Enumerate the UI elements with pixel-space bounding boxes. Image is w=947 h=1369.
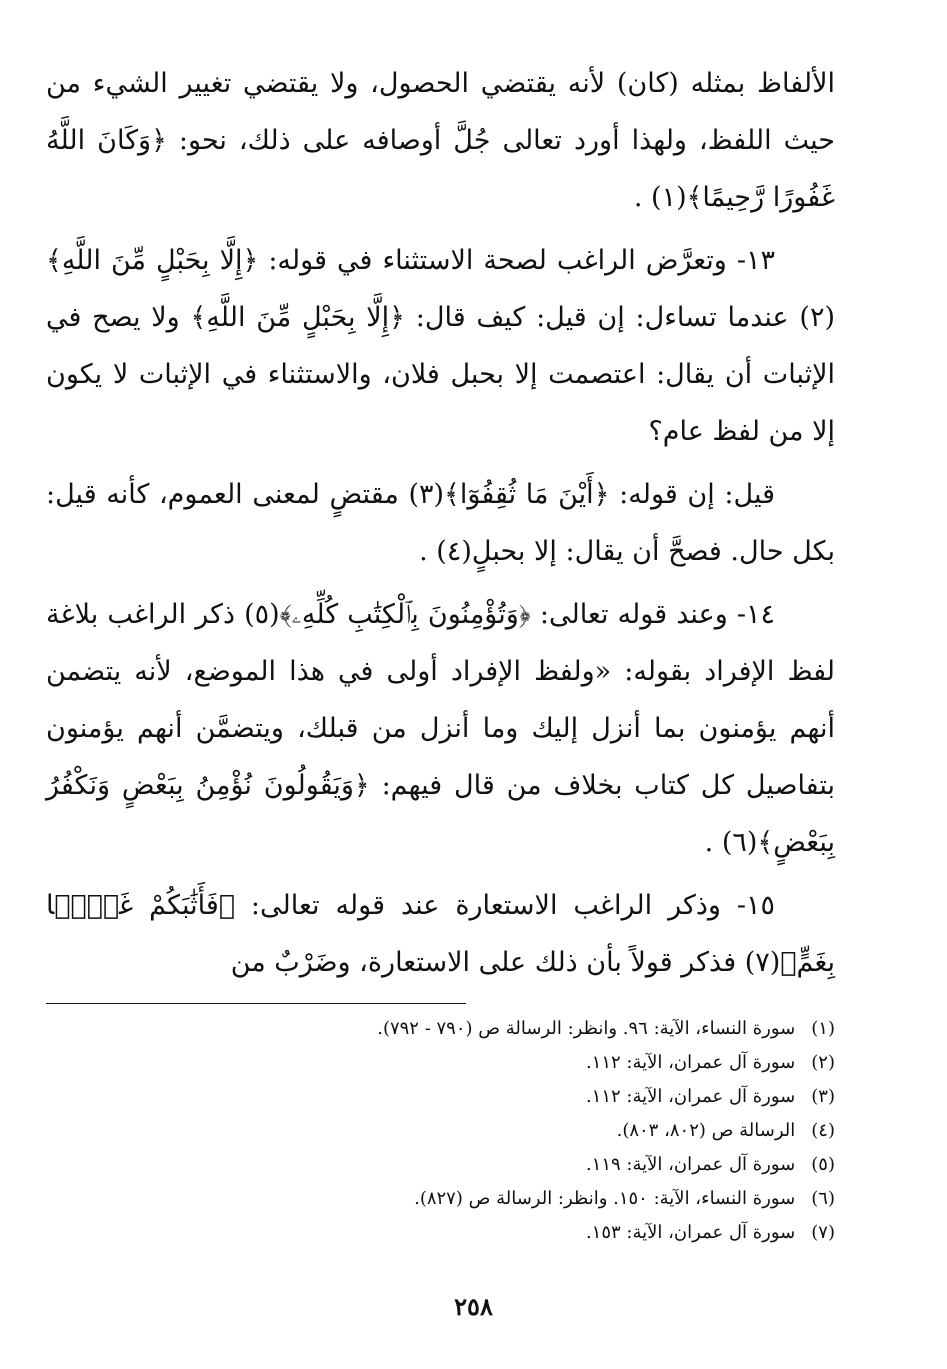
footnote-5	[46, 1148, 835, 1182]
footnote-number: (٧)	[811, 1222, 835, 1243]
main-text	[46, 55, 835, 997]
footnote-text: الرسالة ص (٨٠٢، ٨٠٣).	[616, 1120, 796, 1141]
footnote-text: سورة النساء، الآية: ٩٦. وانظر: الرسالة ص (٧٩٠ - ٧٩٢).	[377, 1018, 796, 1039]
paragraph-13-answer: قيل: إن قوله: ﴿أَيْنَ مَا ثُقِفُوٓا﴾(٣) مقتضٍ لمعنى العموم، كأنه قيل: بكل حال. فصحَّ أن يقال: إلا بحبلٍ(٤) .	[46, 479, 835, 567]
paragraph-15: ١٥- وذكر الراغب الاستعارة عند قوله تعالى: ﴿فَأَثَٰبَكُمْ غَمًّۢا بِغَمٍّ﴾(٧) فذكر قولاً بأن ذلك على الاستعارة، وضَرْبٌ من	[46, 890, 835, 978]
footnote-2	[46, 1046, 835, 1080]
footnote-number: (٦)	[811, 1188, 835, 1209]
footnote-number: (٤)	[811, 1120, 835, 1141]
paragraph-14: ١٤- وعند قوله تعالى: ﴿وَتُؤْمِنُونَ بِٱلْكِتَٰبِ كُلِّهِۦ﴾(٥) ذكر الراغب بلاغة لفظ الإفراد بقوله: «ولفظ الإفراد أولى في هذا الموضع، لأنه يتضمن أنهم يؤمنون بما أنزل إليك وما أنزل من قبلك، ويتضمَّن أنهم يؤمنون بتفاصيل كل كتاب بخلاف من قال فيهم: ﴿وَيَقُولُونَ نُؤْمِنُ بِبَعْضٍ وَنَكْفُرُ بِبَعْضٍ﴾(٦) .	[46, 599, 835, 858]
footnote-7	[46, 1216, 835, 1250]
paragraph-13: ١٣- وتعرَّض الراغب لصحة الاستثناء في قوله: ﴿إِلَّا بِحَبْلٍ مِّنَ اللَّهِ﴾(٢) عندما تساءل: إن قيل: كيف قال: ﴿إِلَّا بِحَبْلٍ مِّنَ اللَّهِ﴾ ولا يصح في الإثبات أن يقال: اعتصمت إلا بحبل فلان، والاستثناء في الإثبات لا يكون إلا من لفظ عام؟	[46, 245, 835, 447]
footnote-number: (٣)	[811, 1086, 835, 1107]
footnote-4	[46, 1114, 835, 1148]
page-number: ٢٥٨	[454, 1292, 493, 1321]
footnote-divider	[46, 1003, 466, 1004]
footnote-text: سورة آل عمران، الآية: ١٥٣.	[585, 1222, 796, 1243]
footnote-number: (١)	[811, 1018, 835, 1039]
footnote-number: (٥)	[811, 1154, 835, 1175]
footnote-text: سورة النساء، الآية: ١٥٠. وانظر: الرسالة ص (٨٢٧).	[414, 1188, 796, 1209]
footnotes	[46, 1012, 835, 1250]
footnote-1	[46, 1012, 835, 1046]
footnote-number: (٢)	[811, 1052, 835, 1073]
footnote-3	[46, 1080, 835, 1114]
footnote-text: سورة آل عمران، الآية: ١١٢.	[585, 1052, 796, 1073]
footnote-text: سورة آل عمران، الآية: ١١٢.	[585, 1086, 796, 1107]
footnote-6	[46, 1182, 835, 1216]
paragraph-continuation: الألفاظ بمثله (كان) لأنه يقتضي الحصول، ولا يقتضي تغيير الشيء من حيث اللفظ، ولهذا أورد تعالى جُلَّ أوصافه على ذلك، نحو: ﴿وَكَانَ اللَّهُ غَفُورًا رَّحِيمًا﴾(١) .	[46, 68, 835, 213]
footnote-text: سورة آل عمران، الآية: ١١٩.	[585, 1154, 796, 1175]
